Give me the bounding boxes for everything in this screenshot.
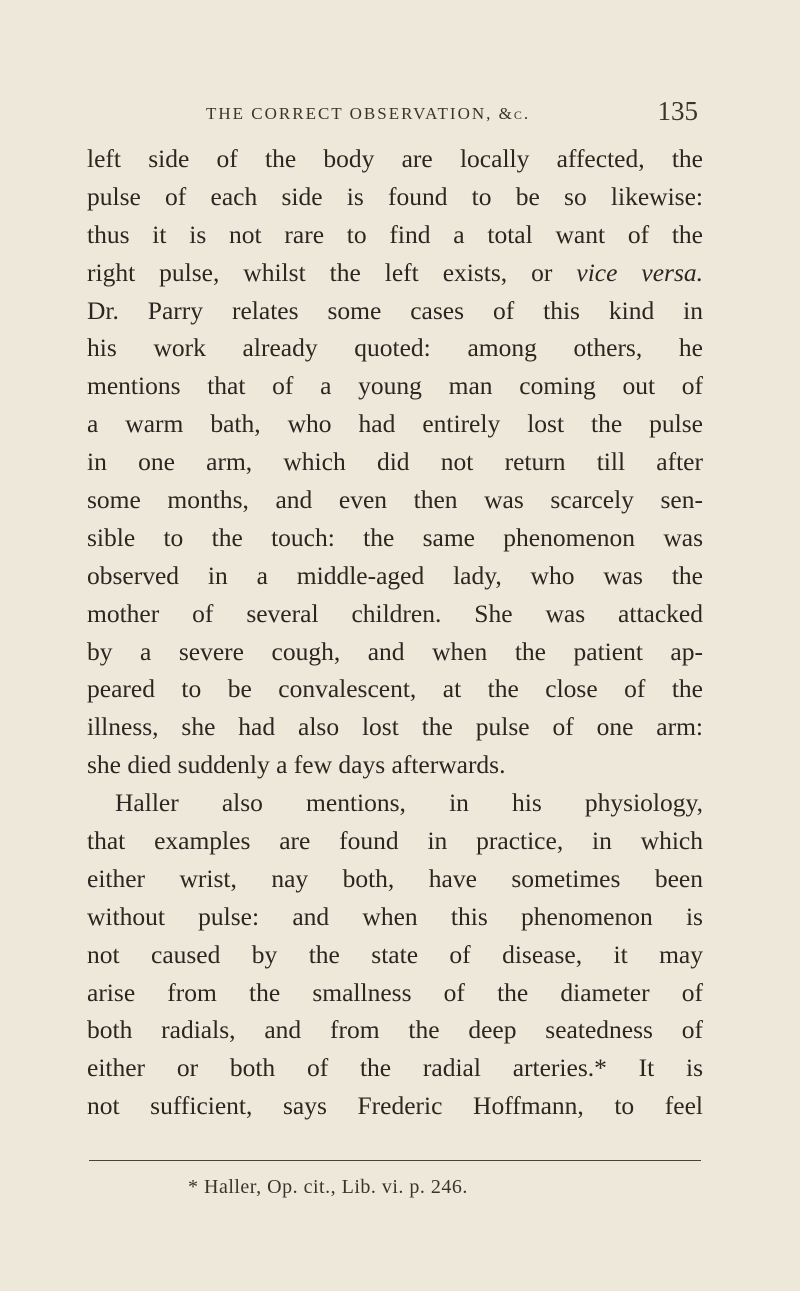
text-line: that examples are found in practice, in which bbox=[87, 826, 703, 856]
text-line: pulse of each side is found to be so likewise: bbox=[87, 181, 703, 211]
text-line: both radials, and from the deep seatedness of bbox=[87, 1015, 703, 1045]
text-line: mother of several children. She was attacked bbox=[87, 598, 703, 628]
text-line: observed in a middle-aged lady, who was the bbox=[87, 560, 703, 590]
text-line: without pulse: and when this phenomenon is bbox=[87, 901, 703, 931]
text-line: a warm bath, who had entirely lost the pulse bbox=[87, 409, 703, 439]
footnote-rule bbox=[89, 1160, 701, 1161]
text-line: either wrist, nay both, have sometimes been bbox=[87, 863, 703, 893]
text-line: thus it is not rare to find a total want of the bbox=[87, 219, 703, 249]
italic-phrase: vice versa. bbox=[576, 257, 703, 287]
text-line: Haller also mentions, in his physiology, bbox=[115, 788, 703, 818]
page-number: 135 bbox=[657, 96, 698, 126]
text-line: not sufficient, says Frederic Hoffmann, to feel bbox=[87, 1091, 703, 1121]
text-line: Dr. Parry relates some cases of this kind in bbox=[87, 295, 703, 325]
footnote: * Haller, Op. cit., Lib. vi. p. 246. bbox=[188, 1176, 468, 1198]
text-line: by a severe cough, and when the patient ap- bbox=[87, 636, 703, 666]
running-title: THE CORRECT OBSERVATION, &c. bbox=[206, 104, 531, 123]
text-line: she died suddenly a few days afterwards. bbox=[87, 750, 506, 780]
body-text bbox=[87, 140, 703, 1125]
text-line: illness, she had also lost the pulse of one arm: bbox=[87, 712, 703, 742]
text-line: arise from the smallness of the diameter of bbox=[87, 977, 703, 1007]
text-line: left side of the body are locally affected, the bbox=[87, 144, 703, 173]
text-line: either or both of the radial arteries.* It is bbox=[87, 1053, 703, 1083]
text-line: his work already quoted: among others, he bbox=[87, 333, 703, 363]
text-line bbox=[87, 254, 703, 292]
text-line: mentions that of a young man coming out of bbox=[87, 371, 703, 401]
page-header bbox=[88, 96, 700, 136]
text-line-start: right pulse, whilst the left exists, or bbox=[87, 257, 577, 287]
text-line: in one arm, which did not return till after bbox=[87, 447, 703, 477]
text-line: sible to the touch: the same phenomenon was bbox=[87, 522, 703, 552]
text-line: not caused by the state of disease, it may bbox=[87, 939, 703, 969]
text-line: peared to be convalescent, at the close of the bbox=[87, 674, 703, 704]
text-line: some months, and even then was scarcely sen- bbox=[87, 485, 703, 515]
